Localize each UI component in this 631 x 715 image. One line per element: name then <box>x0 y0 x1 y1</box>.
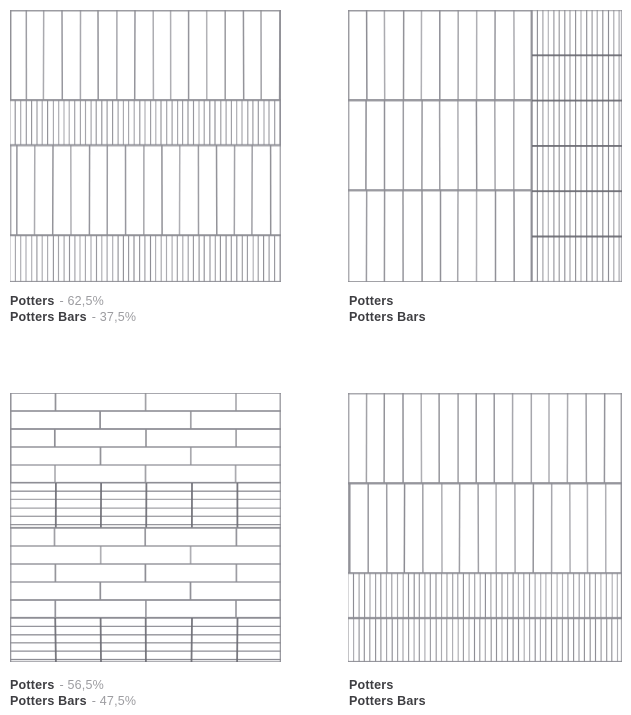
pattern-caption-bottom-left <box>10 678 136 709</box>
pattern-swatch-top-left <box>10 10 281 282</box>
pattern-caption-top-left <box>10 294 136 325</box>
pattern-swatch-bottom-left <box>10 393 281 662</box>
pattern-swatch-top-right <box>348 10 622 282</box>
product-name-label: Potters Bars <box>349 309 426 324</box>
caption-line <box>349 294 431 310</box>
product-name-label: Potters <box>349 294 394 308</box>
product-name-label: Potters <box>10 294 55 308</box>
product-percentage-label: - 37,5% <box>91 309 137 324</box>
pattern-caption-top-right <box>349 294 431 325</box>
tile-pattern-drawing <box>348 10 622 282</box>
product-percentage-label: - 47,5% <box>91 693 137 708</box>
product-percentage-label: - 56,5% <box>59 678 104 692</box>
caption-line <box>349 694 431 710</box>
tile-pattern-drawing <box>10 10 281 282</box>
caption-line <box>349 678 431 694</box>
caption-line <box>10 678 136 694</box>
tile-pattern-drawing <box>348 393 622 662</box>
caption-line <box>10 694 136 710</box>
tile-pattern-drawing <box>10 393 281 662</box>
product-name-label: Potters Bars <box>10 309 87 324</box>
product-percentage-label: - 62,5% <box>59 294 104 308</box>
product-name-label: Potters Bars <box>349 693 426 708</box>
caption-line <box>349 310 431 326</box>
product-name-label: Potters <box>10 678 55 692</box>
pattern-caption-bottom-right <box>349 678 431 709</box>
caption-line <box>10 294 136 310</box>
pattern-swatch-bottom-right <box>348 393 622 662</box>
caption-line <box>10 310 136 326</box>
product-name-label: Potters <box>349 678 394 692</box>
product-name-label: Potters Bars <box>10 693 87 708</box>
